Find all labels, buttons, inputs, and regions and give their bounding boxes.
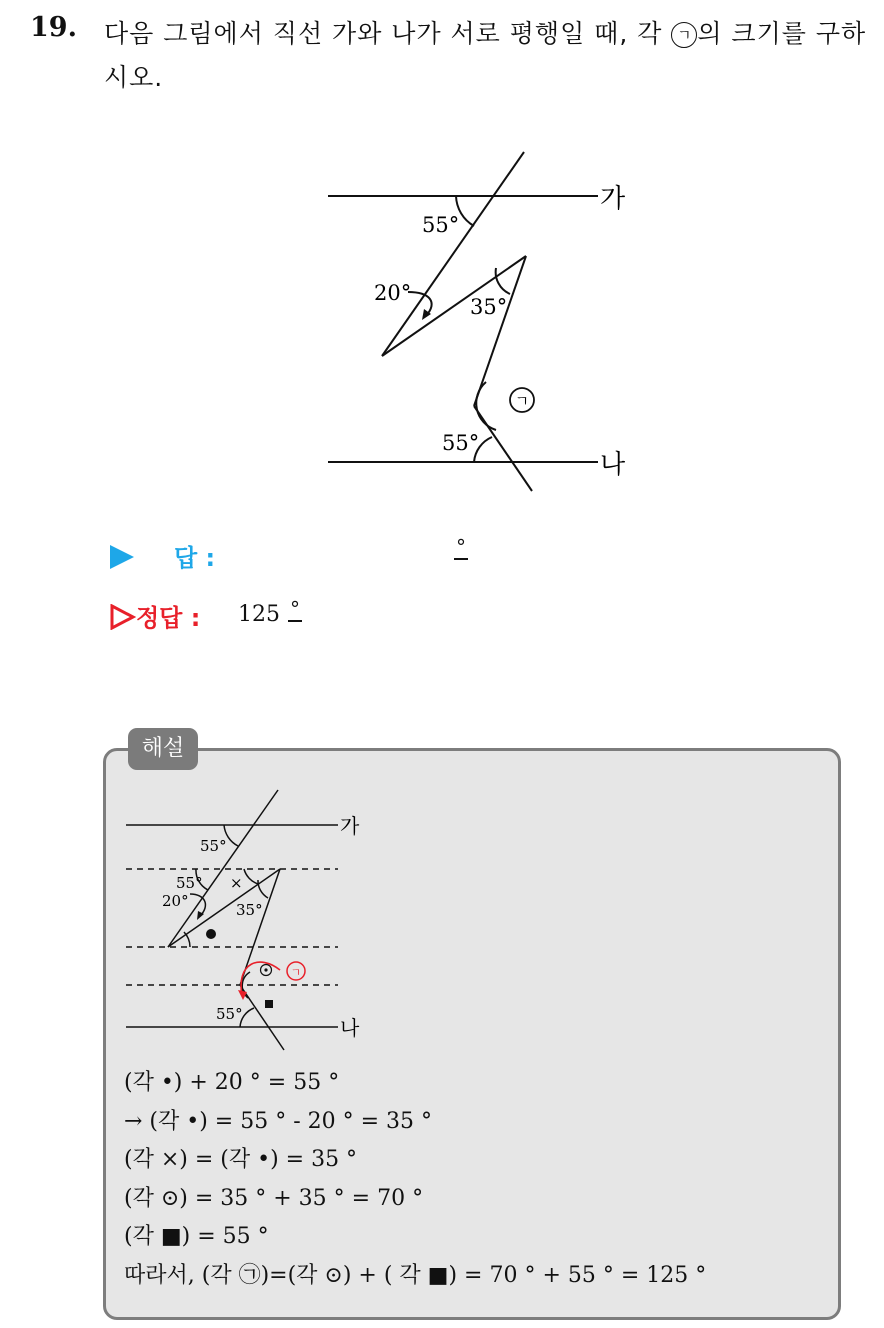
sol-angle-35: 35° — [236, 901, 263, 919]
odot-center-icon — [264, 968, 267, 971]
correct-value: 125 — [238, 602, 280, 627]
sol-angle-55-bottom: 55° — [216, 1005, 243, 1023]
sol-arc-cross — [244, 869, 258, 884]
solution-line: (각 •) + 20 ° = 55 ° — [124, 1070, 340, 1095]
question-text-part1: 다음 그림에서 직선 가와 나가 서로 평행일 때, 각 — [104, 19, 672, 48]
sol-transversal-lower — [240, 985, 284, 1050]
circled-giyeok-icon: ㄱ — [671, 22, 697, 48]
solution-line: (각 ■) = 55 ° — [124, 1224, 269, 1249]
angle-label-20: 20° — [374, 281, 412, 305]
sol-label-ga: 가 — [340, 814, 360, 838]
sol-angle-55-mid: 55° — [176, 874, 203, 892]
sol-red-arc — [241, 962, 280, 996]
answer-label: 답 : — [174, 544, 216, 572]
dot-mark-icon — [206, 929, 216, 939]
square-mark-icon — [265, 1000, 273, 1008]
solution-tab: 해설 — [128, 728, 198, 770]
target-mark: ㄱ — [514, 392, 530, 410]
correct-label: 정답 : — [136, 604, 201, 632]
solution-text — [124, 1064, 824, 1295]
answer-blank[interactable]: ° — [456, 535, 466, 559]
solution-line: 따라서, (각 ㉠)=(각 ⊙) + ( 각 ■) = 70 ° + 55 ° = 125 ° — [124, 1262, 707, 1288]
question-text-part2: 의 크기를 구하시오. — [104, 19, 867, 92]
label-ga: 가 — [600, 184, 626, 214]
angle-label-bottom: 55° — [442, 431, 480, 455]
correct-unit: ° — [290, 597, 300, 621]
angle-label-top: 55° — [422, 213, 460, 237]
label-na: 나 — [600, 450, 626, 480]
sol-angle-20: 20° — [162, 892, 189, 910]
sol-label-na: 나 — [340, 1016, 360, 1040]
solution-line: → (각 •) = 55 ° - 20 ° = 35 ° — [124, 1108, 433, 1134]
solution-line: (각 ×) = (각 •) = 35 ° — [124, 1147, 358, 1172]
sol-cross-mark: × — [230, 874, 243, 892]
question-number: 19. — [30, 12, 77, 43]
sol-target-mark: ㄱ — [290, 966, 302, 979]
angle-label-35: 35° — [470, 295, 508, 319]
sol-angle-55-top: 55° — [200, 837, 227, 855]
solution-line: (각 ⊙) = 35 ° + 35 ° = 70 ° — [124, 1185, 424, 1211]
